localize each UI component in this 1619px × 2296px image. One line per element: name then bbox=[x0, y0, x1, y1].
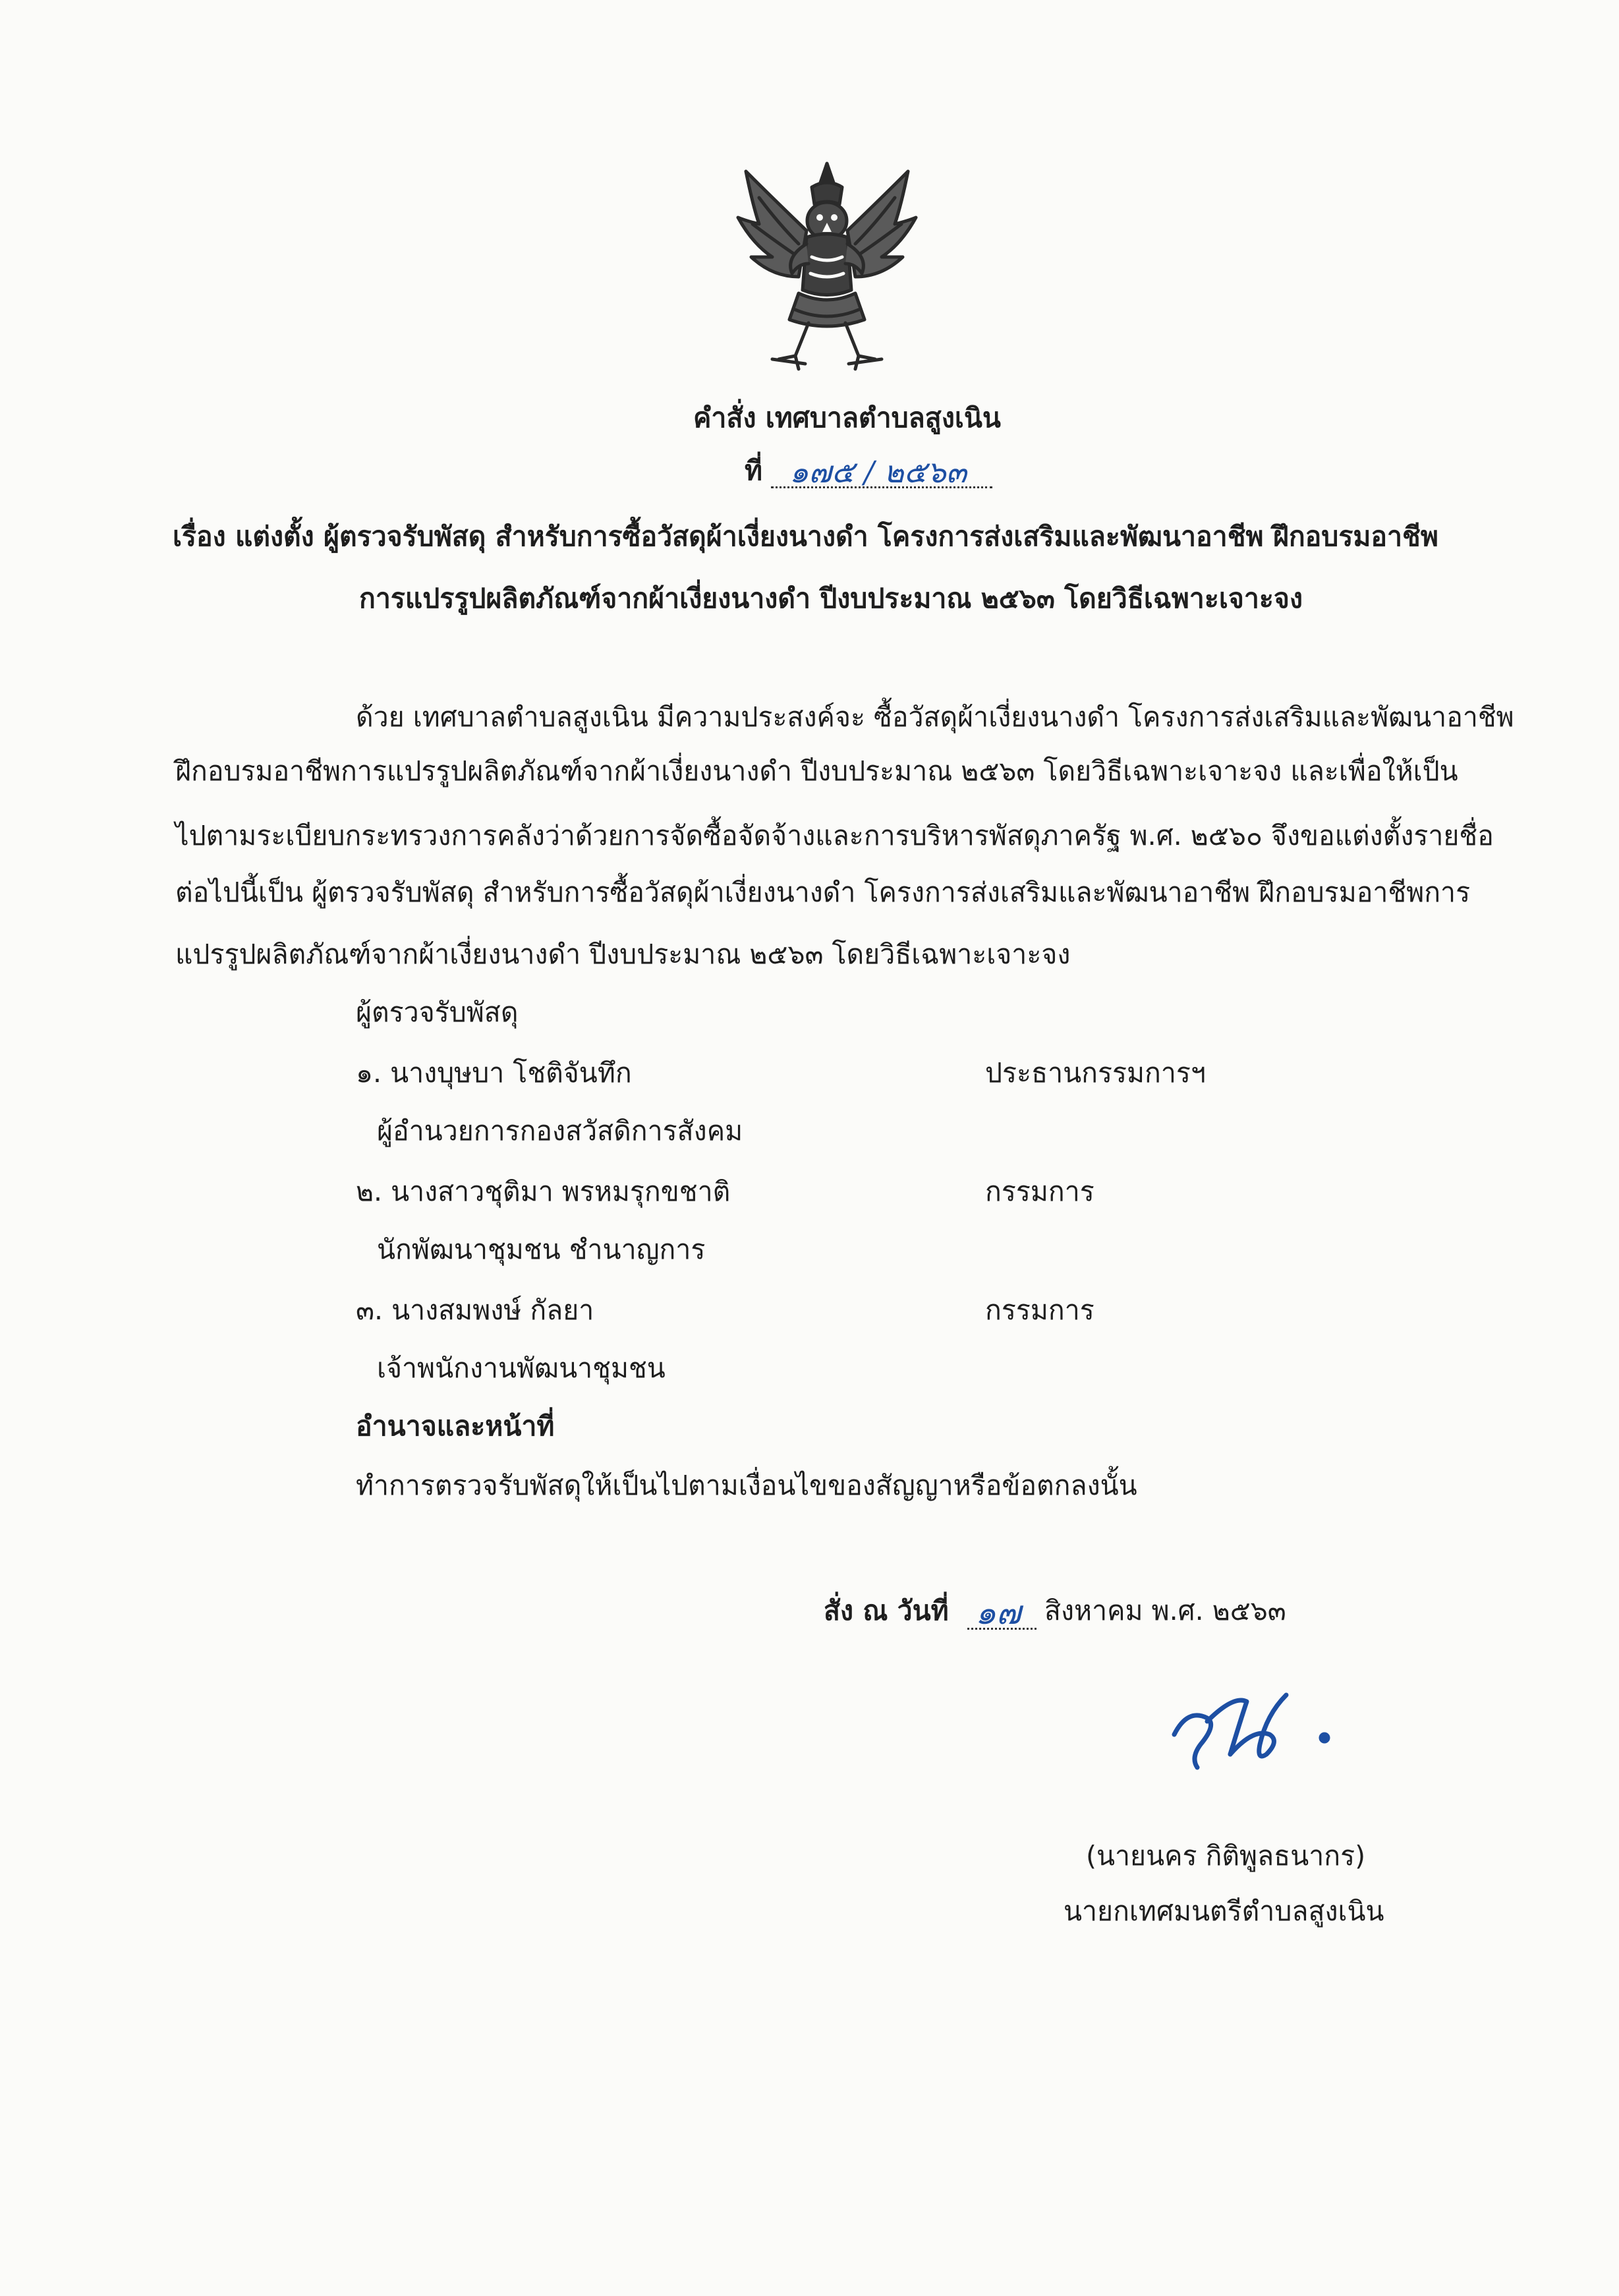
member-1-name: ๑. นางบุษบา โชติจันทึก bbox=[356, 1057, 632, 1089]
order-number-label: ที่ bbox=[745, 455, 763, 486]
date-day-handwritten: ๑๗ bbox=[975, 1593, 1021, 1632]
order-title: คำสั่ง เทศบาลตำบลสูงเนิน bbox=[693, 402, 1001, 434]
subject-line-2: การแปรรูปผลิตภัณฑ์จากผ้าเงี่ยงนางดำ ปีงบประมาณ ๒๕๖๓ โดยวิธีเฉพาะเจาะจง bbox=[359, 583, 1303, 614]
date-month-year: สิงหาคม พ.ศ. ๒๕๖๓ bbox=[1044, 1595, 1286, 1626]
member-3-position: เจ้าพนักงานพัฒนาชุมชน bbox=[377, 1352, 666, 1384]
member-1-position: ผู้อำนวยการกองสวัสดิการสังคม bbox=[377, 1115, 743, 1147]
member-2-position: นักพัฒนาชุมชน ชำนาญการ bbox=[377, 1234, 706, 1265]
duties-text: ทำการตรวจรับพัสดุให้เป็นไปตามเงื่อนไขของสัญญาหรือข้อตกลงนั้น bbox=[356, 1470, 1137, 1501]
body-line-2: ฝึกอบรมอาชีพการแปรรูปผลิตภัณฑ์จากผ้าเงี่ยงนางดำ ปีงบประมาณ ๒๕๖๓ โดยวิธีเฉพาะเจาะจง และเพื่อให้เป็น bbox=[175, 755, 1458, 787]
garuda-emblem bbox=[733, 158, 921, 376]
body-line-4: ต่อไปนี้เป็น ผู้ตรวจรับพัสดุ สำหรับการซื้อวัสดุผ้าเงี่ยงนางดำ โครงการส่งเสริมและพัฒนาอาชีพ ฝึกอบรมอาชีพการ bbox=[175, 876, 1471, 908]
subject-line-1: เรื่อง แต่งตั้ง ผู้ตรวจรับพัสดุ สำหรับการซื้อวัสดุผ้าเงี่ยงนางดำ โครงการส่งเสริมและพัฒนาอาชีพ ฝึกอบรมอาชีพ bbox=[173, 521, 1438, 552]
signatory-title: นายกเทศมนตรีตำบลสูงเนิน bbox=[1064, 1895, 1384, 1927]
member-2-name: ๒. นางสาวชุติมา พรหมรุกขชาติ bbox=[356, 1176, 731, 1207]
order-number-handwritten: ๑๗๕ / ๒๕๖๓ bbox=[789, 454, 967, 490]
body-line-1: ด้วย เทศบาลตำบลสูงเนิน มีความประสงค์จะ ซื้อวัสดุผ้าเงี่ยงนางดำ โครงการส่งเสริมและพัฒนาอาชีพ bbox=[356, 701, 1514, 733]
member-2-role: กรรมการ bbox=[985, 1176, 1094, 1207]
committee-heading: ผู้ตรวจรับพัสดุ bbox=[356, 996, 519, 1028]
member-1-role: ประธานกรรมการฯ bbox=[985, 1057, 1206, 1089]
body-line-5: แปรรูปผลิตภัณฑ์จากผ้าเงี่ยงนางดำ ปีงบประมาณ ๒๕๖๓ โดยวิธีเฉพาะเจาะจง bbox=[175, 938, 1071, 970]
member-3-name: ๓. นางสมพงษ์ กัลยา bbox=[356, 1294, 594, 1326]
handwritten-signature bbox=[1161, 1682, 1346, 1781]
duties-heading: อำนาจและหน้าที่ bbox=[356, 1410, 555, 1442]
date-label: สั่ง ณ วันที่ bbox=[824, 1595, 949, 1626]
member-3-role: กรรมการ bbox=[985, 1294, 1094, 1326]
signatory-name: (นายนคร กิติพูลธนากร) bbox=[1086, 1840, 1366, 1872]
body-line-3: ไปตามระเบียบกระทรวงการคลังว่าด้วยการจัดซื้อจัดจ้างและการบริหารพัสดุภาครัฐ พ.ศ. ๒๕๖๐ จึงขอแต่งตั้งรายชื่อ bbox=[175, 820, 1494, 851]
